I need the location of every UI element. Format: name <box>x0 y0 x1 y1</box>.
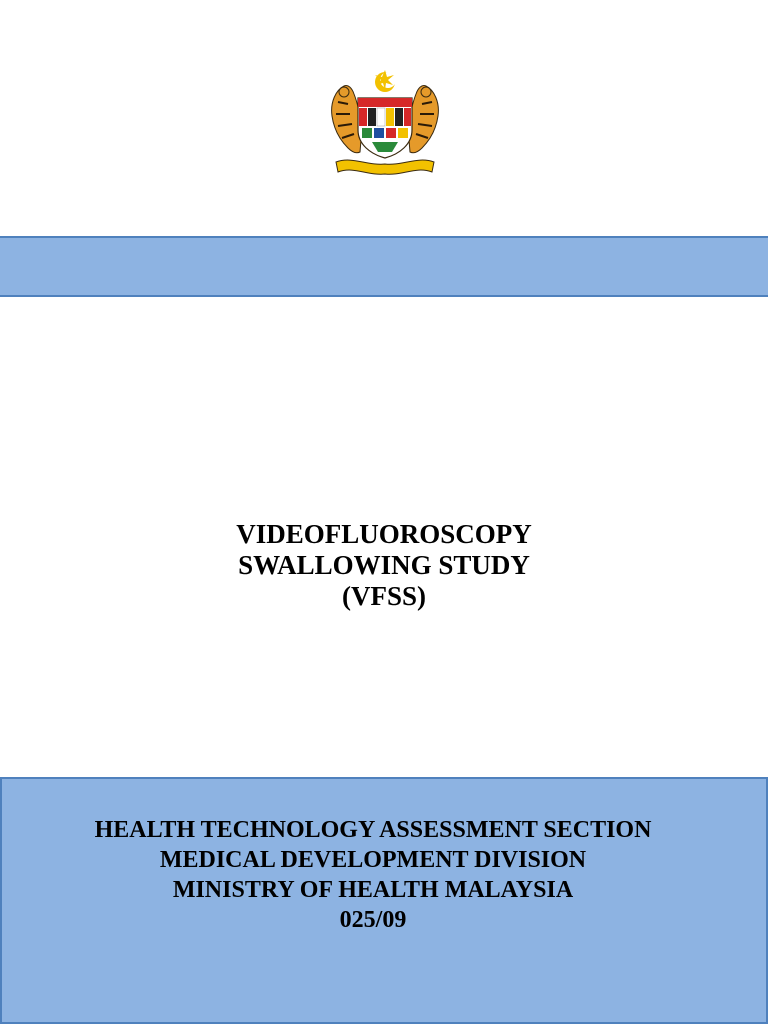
ministry-name: MINISTRY OF HEALTH MALAYSIA <box>172 877 574 903</box>
top-color-band <box>0 236 768 297</box>
report-number: 025/09 <box>339 907 407 933</box>
division-name: MEDICAL DEVELOPMENT DIVISION <box>159 847 587 873</box>
malaysia-coat-of-arms-icon <box>322 68 448 180</box>
document-title <box>0 519 768 612</box>
section-name: HEALTH TECHNOLOGY ASSESSMENT SECTION <box>94 817 652 843</box>
title-line-3: (VFSS) <box>341 581 426 611</box>
title-line-1: VIDEOFLUOROSCOPY <box>236 519 532 549</box>
title-line-2: SWALLOWING STUDY <box>238 550 530 580</box>
organization-block <box>0 815 746 935</box>
